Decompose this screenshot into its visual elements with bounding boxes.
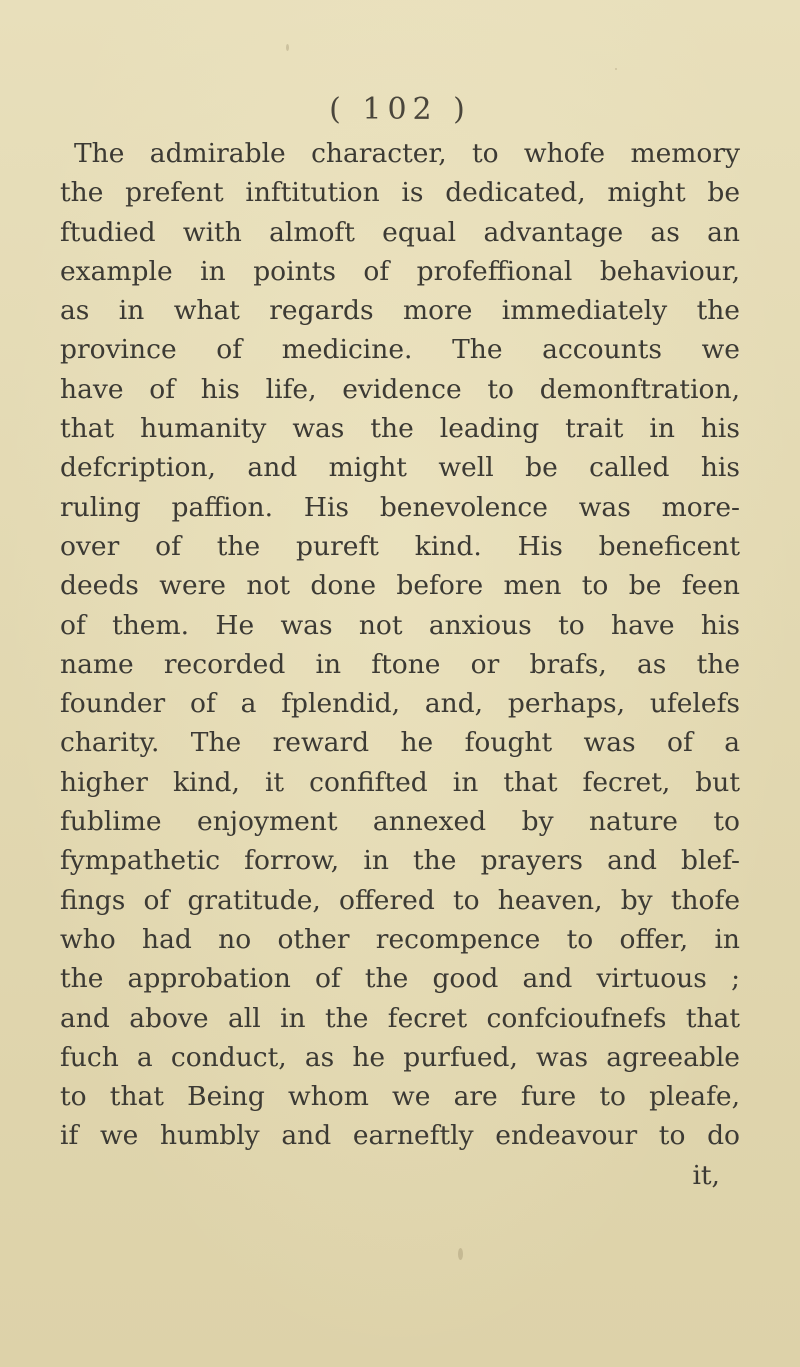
text-line: if we humbly and earneftly endeavour to do <box>60 1120 740 1152</box>
body-text <box>60 134 740 1195</box>
catchword: it, <box>692 1159 720 1191</box>
text-line: ruling paffion. His benevolence was more- <box>60 491 740 523</box>
text-line: have of his life, evidence to demonftration, <box>60 373 740 405</box>
text-line: province of medicine. The accounts we <box>60 334 740 366</box>
text-line: the approbation of the good and virtuous ; <box>60 963 740 995</box>
text-line: defcription, and might well be called his <box>60 452 740 484</box>
text-line: and above all in the fecret confcioufnefs that <box>60 1002 740 1034</box>
text-line: to that Being whom we are fure to pleafe, <box>60 1081 740 1113</box>
text-line: who had no other recompence to offer, in <box>60 923 740 955</box>
paper-speck <box>458 1248 463 1260</box>
text-line: the prefent inftitution is dedicated, might be <box>60 177 740 209</box>
text-line: ftudied with almoft equal advantage as an <box>60 216 740 248</box>
text-line: example in points of profeffional behaviour, <box>60 255 740 287</box>
text-line: that humanity was the leading trait in his <box>60 413 740 445</box>
paper-speck <box>286 44 289 51</box>
text-line: fings of gratitude, offered to heaven, by thofe <box>60 884 740 916</box>
text-line: fuch a conduct, as he purfued, was agreeable <box>60 1041 740 1073</box>
text-line: The admirable character, to whofe memory <box>74 138 740 169</box>
text-line: fympathetic forrow, in the prayers and blef- <box>60 845 740 877</box>
paper-speck <box>615 68 617 70</box>
text-line: founder of a fplendid, and, perhaps, ufelefs <box>60 688 740 720</box>
text-line: of them. He was not anxious to have his <box>60 609 740 641</box>
text-line: fublime enjoyment annexed by nature to <box>60 806 740 838</box>
text-line: deeds were not done before men to be feen <box>60 570 740 602</box>
text-line: charity. The reward he fought was of a <box>60 727 740 759</box>
text-line: over of the pureft kind. His beneficent <box>60 530 740 562</box>
text-line: higher kind, it confifted in that fecret, but <box>60 766 740 798</box>
page-number: ( 102 ) <box>329 92 471 127</box>
text-line: as in what regards more immediately the <box>60 295 740 327</box>
text-line: name recorded in ftone or brafs, as the <box>60 648 740 680</box>
